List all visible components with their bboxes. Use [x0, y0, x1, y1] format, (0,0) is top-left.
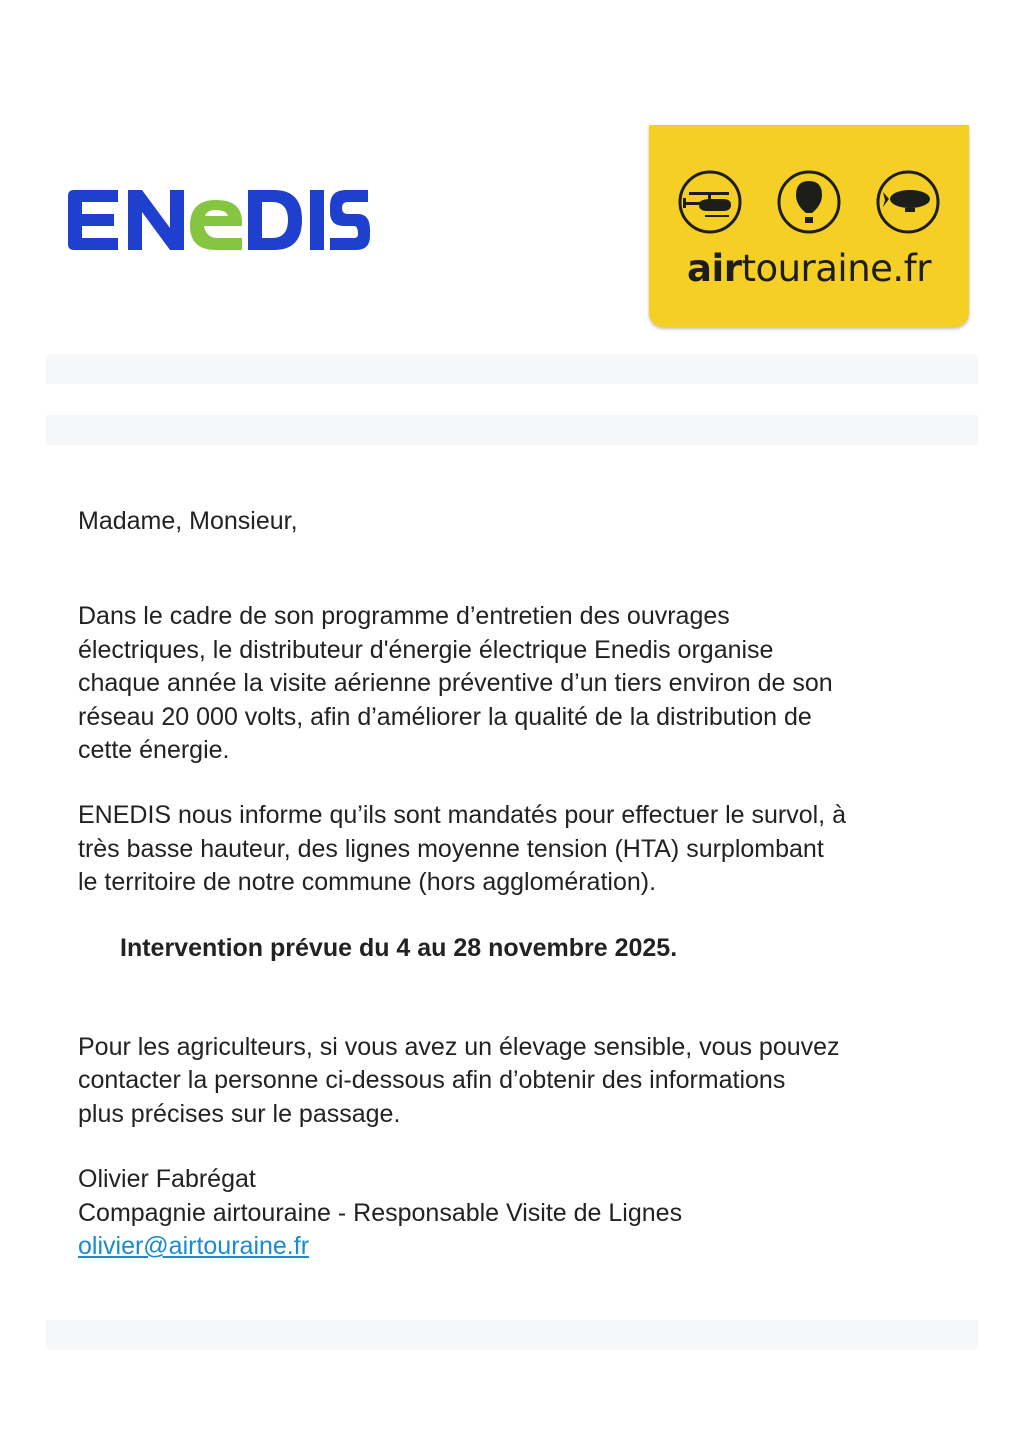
header-band: [46, 415, 978, 445]
airtouraine-brand: airtouraine.fr: [687, 247, 931, 290]
signature-name: Olivier Fabrégat: [78, 1165, 256, 1194]
header-band: [46, 354, 978, 384]
airship-icon: [875, 169, 941, 235]
airtouraine-logo: [649, 125, 969, 327]
paragraph-enedis-info: ENEDIS nous informe qu’ils sont mandatés pour effectuer le survol, à très basse hauteur, des lignes moyenne tension (HTA) surplombant le territoire de notre commune (hors agglomération).: [78, 801, 846, 897]
letter-body: [78, 505, 958, 1264]
footer-band: [46, 1320, 978, 1350]
greeting: Madame, Monsieur,: [78, 507, 298, 535]
signature-role: Compagnie airtouraine - Responsable Visite de Lignes: [78, 1198, 683, 1227]
intervention-dates: Intervention prévue du 4 au 28 novembre 2025.: [120, 933, 678, 962]
hot-air-balloon-icon: [776, 169, 842, 235]
enedis-logo: [66, 186, 370, 254]
helicopter-icon: [677, 169, 743, 235]
paragraph-program: Dans le cadre de son programme d’entretien des ouvrages électriques, le distributeur d'énergie électrique Enedis organise chaque année la visite aérienne préventive d’un tiers environ de son réseau 20 000 volts, afin d’améliorer la qualité de la distribution de cette énergie.: [78, 602, 833, 765]
email-link[interactable]: olivier@airtouraine.fr: [78, 1232, 310, 1261]
paragraph-farmers: Pour les agriculteurs, si vous avez un élevage sensible, vous pouvez contacter la personne ci-dessous afin d’obtenir des informations plus précises sur le passage.: [78, 1033, 840, 1128]
signature: [78, 1163, 958, 1263]
